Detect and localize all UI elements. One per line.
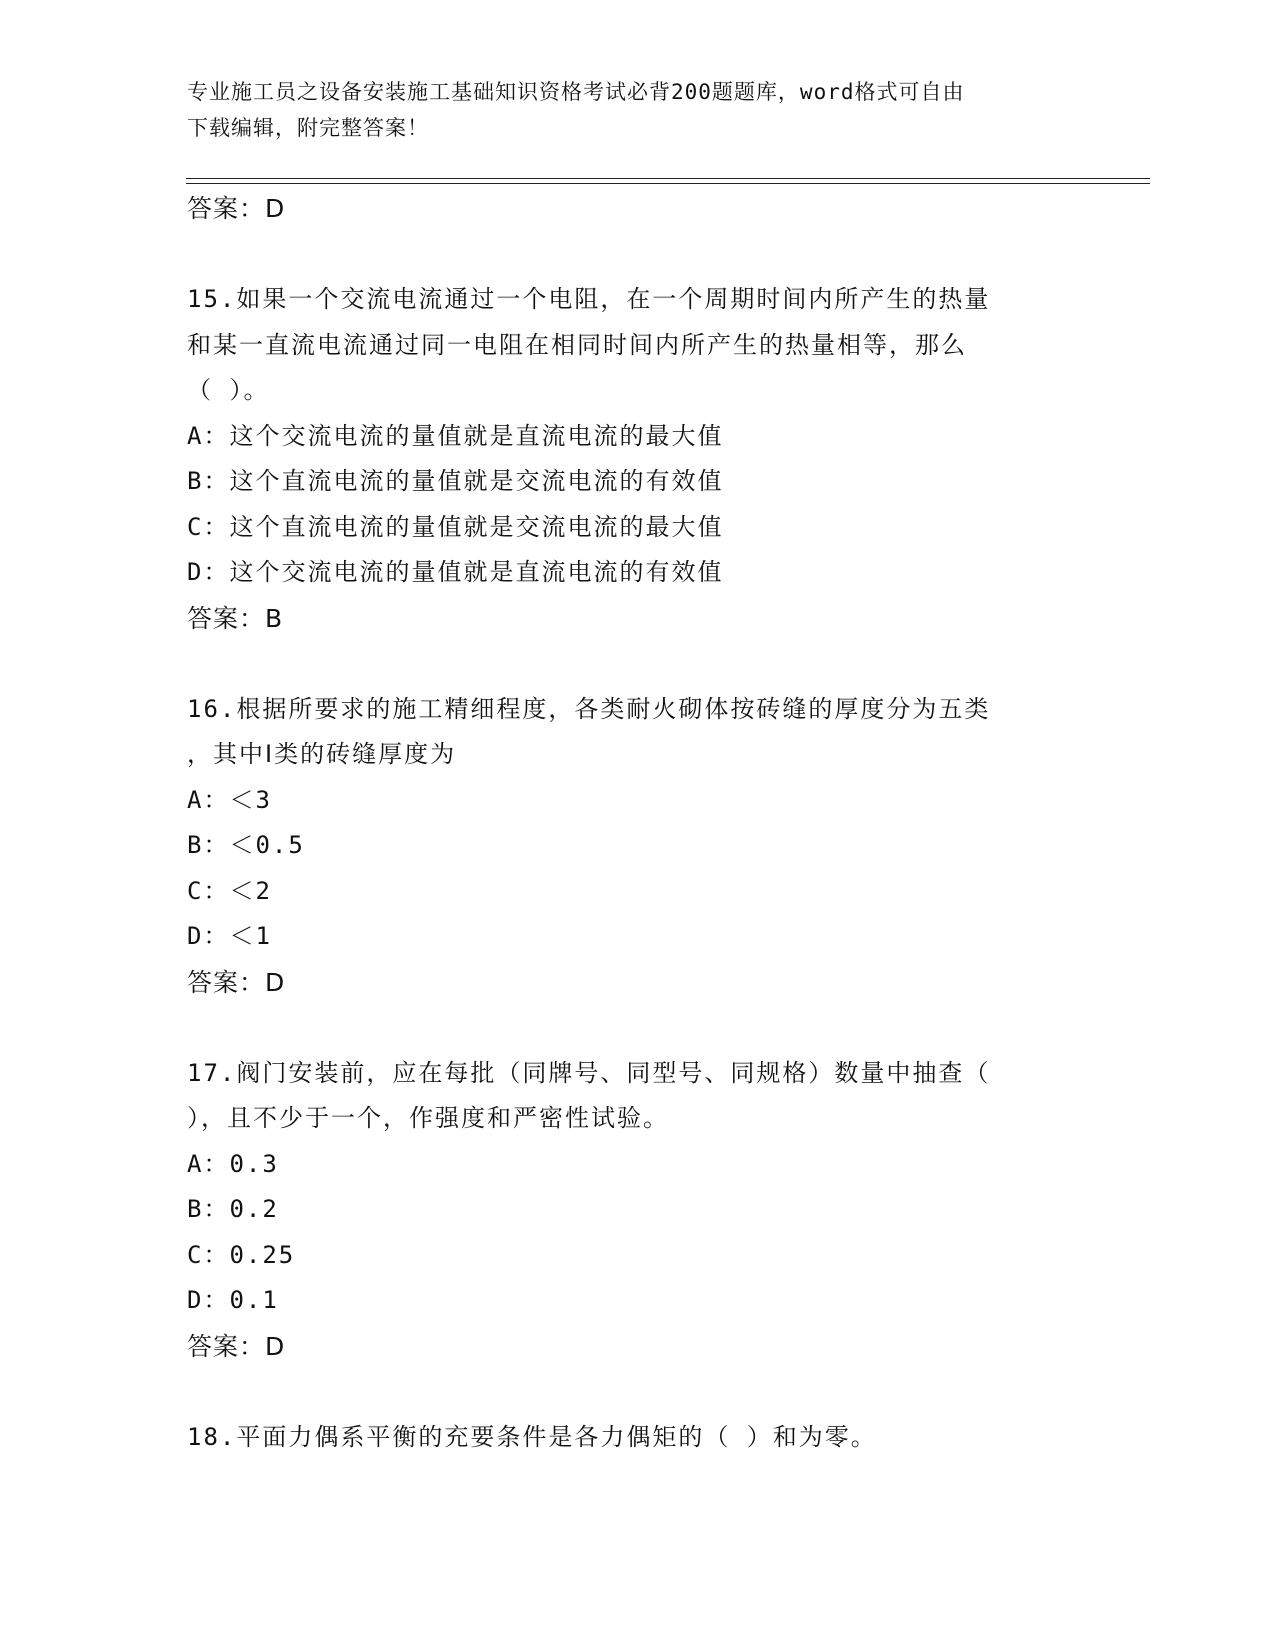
spacer: [187, 1005, 1087, 1051]
question-17-stem-line-2: ），且不少于一个，作强度和严密性试验。: [187, 1104, 669, 1132]
question-16-option-d: D：＜1: [187, 922, 272, 950]
document-body: [187, 186, 1087, 1460]
question-15-option-b: B：这个直流电流的量值就是交流电流的有效值: [187, 467, 724, 495]
question-15-stem-line-1: 15.如果一个交流电流通过一个电阻，在一个周期时间内所产生的热量: [187, 285, 991, 313]
question-16-stem-line-2: ，其中Ⅰ类的砖缝厚度为: [187, 740, 457, 768]
question-15-stem-line-2: 和某一直流电流通过同一电阻在相同时间内所产生的热量相等，那么: [187, 330, 967, 359]
question-15-stem-line-3: （ ）。: [187, 376, 270, 404]
question-17-option-b: B：0.2: [187, 1195, 279, 1223]
question-15: [187, 277, 1087, 641]
answer-q14: 答案：D: [187, 194, 286, 223]
document-header: [187, 74, 1067, 146]
question-17-stem-line-1: 17.阀门安装前，应在每批（同牌号、同型号、同规格）数量中抽查（: [187, 1058, 991, 1087]
question-16-stem-line-1: 16.根据所要求的施工精细程度，各类耐火砌体按砖缝的厚度分为五类: [187, 694, 991, 723]
spacer: [187, 1369, 1087, 1415]
question-16-option-c: C：＜2: [187, 876, 272, 905]
header-line-1: 专业施工员之设备安装施工基础知识资格考试必背200题题库，word格式可自由: [187, 80, 965, 104]
question-15-option-a: A：这个交流电流的量值就是直流电流的最大值: [187, 421, 724, 450]
question-15-answer: 答案：B: [187, 603, 284, 633]
header-line-2: 下载编辑，附完整答案！: [187, 116, 429, 140]
question-17-answer: 答案：D: [187, 1331, 286, 1361]
question-16-option-b: B：＜0.5: [187, 831, 305, 859]
header-divider-bottom: [186, 183, 1150, 184]
question-18: [187, 1415, 1087, 1461]
question-16-answer: 答案：D: [187, 967, 286, 997]
question-16-option-a: A：＜3: [187, 785, 272, 814]
spacer: [187, 232, 1087, 278]
question-17: [187, 1051, 1087, 1370]
header-divider-top: [186, 178, 1150, 179]
spacer: [187, 641, 1087, 687]
question-15-option-c: C：这个直流电流的量值就是交流电流的最大值: [187, 512, 724, 541]
question-17-option-d: D：0.1: [187, 1286, 279, 1314]
question-17-option-c: C：0.25: [187, 1240, 296, 1269]
question-18-stem-line-1: 18.平面力偶系平衡的充要条件是各力偶矩的（ ）和为零。: [187, 1422, 877, 1451]
question-16: [187, 687, 1087, 1006]
question-15-option-d: D：这个交流电流的量值就是直流电流的有效值: [187, 558, 724, 586]
question-17-option-a: A：0.3: [187, 1149, 279, 1178]
